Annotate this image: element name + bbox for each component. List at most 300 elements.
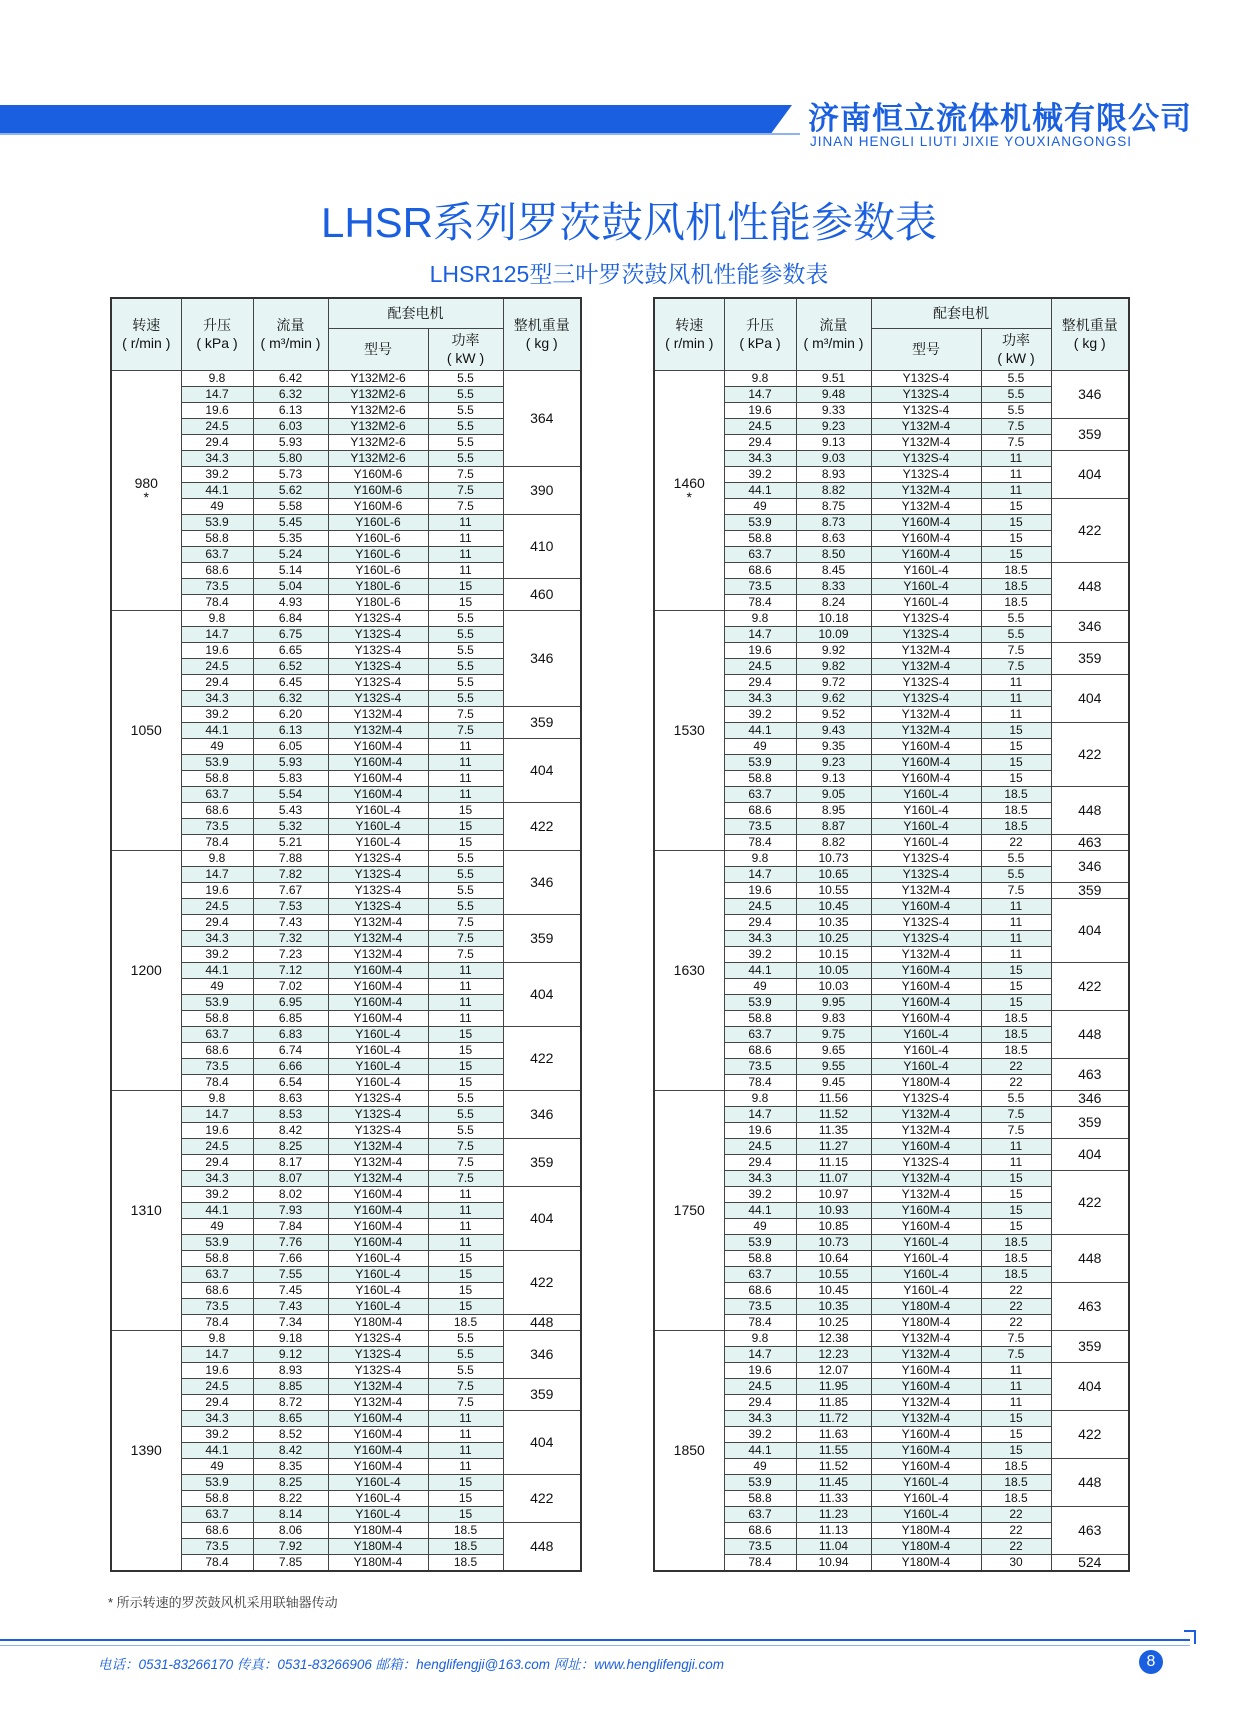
power-cell: 11 xyxy=(981,1138,1051,1154)
pressure-cell: 73.5 xyxy=(181,818,253,834)
pressure-cell: 9.8 xyxy=(724,1330,796,1346)
model-cell: Y160M-4 xyxy=(871,1218,981,1234)
flow-cell: 5.14 xyxy=(253,562,328,578)
table-row xyxy=(654,370,1129,386)
model-cell: Y160M-4 xyxy=(871,546,981,562)
flow-cell: 5.93 xyxy=(253,754,328,770)
weight-cell: 346 xyxy=(1051,850,1129,882)
flow-cell: 5.21 xyxy=(253,834,328,850)
model-cell: Y132M-4 xyxy=(871,642,981,658)
flow-cell: 7.34 xyxy=(253,1314,328,1330)
weight-cell: 410 xyxy=(503,514,581,578)
model-cell: Y132S-4 xyxy=(328,1330,428,1346)
model-cell: Y160M-4 xyxy=(871,962,981,978)
model-cell: Y132M-4 xyxy=(871,1122,981,1138)
power-cell: 5.5 xyxy=(981,610,1051,626)
flow-cell: 6.20 xyxy=(253,706,328,722)
flow-cell: 10.03 xyxy=(796,978,871,994)
pressure-cell: 73.5 xyxy=(181,1298,253,1314)
power-cell: 5.5 xyxy=(981,402,1051,418)
speed-cell xyxy=(111,1330,181,1571)
weight-cell: 404 xyxy=(1051,450,1129,498)
power-cell: 11 xyxy=(981,898,1051,914)
table-row xyxy=(111,706,581,722)
speed-cell xyxy=(111,370,181,610)
pressure-cell: 34.3 xyxy=(724,1170,796,1186)
model-cell: Y180L-6 xyxy=(328,578,428,594)
power-cell: 11 xyxy=(428,1218,503,1234)
pressure-cell: 19.6 xyxy=(181,402,253,418)
model-cell: Y132M-4 xyxy=(871,498,981,514)
pressure-cell: 9.8 xyxy=(181,850,253,866)
flow-cell: 9.72 xyxy=(796,674,871,690)
weight-cell: 404 xyxy=(503,962,581,1026)
model-cell: Y132S-4 xyxy=(328,674,428,690)
col-flow-header: 流量 ( m³/min ) xyxy=(253,298,328,370)
flow-cell: 10.25 xyxy=(796,930,871,946)
weight-cell: 404 xyxy=(503,1186,581,1250)
power-cell: 5.5 xyxy=(428,402,503,418)
power-cell: 22 xyxy=(981,834,1051,850)
model-cell: Y160L-4 xyxy=(871,594,981,610)
pressure-cell: 44.1 xyxy=(724,1442,796,1458)
power-cell: 18.5 xyxy=(428,1522,503,1538)
table-row xyxy=(111,1138,581,1154)
power-cell: 22 xyxy=(981,1282,1051,1298)
model-cell: Y160L-6 xyxy=(328,562,428,578)
flow-cell: 6.65 xyxy=(253,642,328,658)
power-cell: 18.5 xyxy=(981,1010,1051,1026)
pressure-cell: 78.4 xyxy=(181,1554,253,1571)
flow-cell: 6.85 xyxy=(253,1010,328,1026)
power-cell: 5.5 xyxy=(428,418,503,434)
model-cell: Y160M-4 xyxy=(328,962,428,978)
power-cell: 7.5 xyxy=(428,482,503,498)
power-cell: 7.5 xyxy=(428,498,503,514)
power-cell: 11 xyxy=(981,706,1051,722)
pressure-cell: 49 xyxy=(724,1458,796,1474)
pressure-cell: 53.9 xyxy=(181,754,253,770)
pressure-cell: 39.2 xyxy=(724,1186,796,1202)
power-cell: 7.5 xyxy=(981,1346,1051,1362)
model-cell: Y160L-4 xyxy=(328,1298,428,1314)
table-row xyxy=(654,1170,1129,1186)
pressure-cell: 58.8 xyxy=(181,1010,253,1026)
flow-cell: 5.35 xyxy=(253,530,328,546)
table-row xyxy=(111,1522,581,1538)
model-cell: Y132S-4 xyxy=(871,386,981,402)
power-cell: 5.5 xyxy=(428,642,503,658)
model-cell: Y132S-4 xyxy=(871,370,981,386)
pressure-cell: 68.6 xyxy=(181,1282,253,1298)
speed-value: 1390 xyxy=(130,1442,162,1458)
flow-cell: 8.63 xyxy=(253,1090,328,1106)
flow-cell: 10.73 xyxy=(796,1234,871,1250)
power-cell: 5.5 xyxy=(981,370,1051,386)
pressure-cell: 68.6 xyxy=(724,562,796,578)
power-cell: 5.5 xyxy=(428,386,503,402)
power-cell: 5.5 xyxy=(428,1090,503,1106)
pressure-cell: 19.6 xyxy=(724,1362,796,1378)
flow-cell: 11.72 xyxy=(796,1410,871,1426)
model-cell: Y160M-4 xyxy=(871,978,981,994)
flow-cell: 8.75 xyxy=(796,498,871,514)
pressure-cell: 24.5 xyxy=(181,898,253,914)
speed-cell xyxy=(654,1330,724,1571)
col-model-header: 型号 xyxy=(871,328,981,370)
col-pressure-header: 升压 ( kPa ) xyxy=(724,298,796,370)
weight-cell: 448 xyxy=(503,1314,581,1330)
model-cell: Y132S-4 xyxy=(328,1106,428,1122)
model-cell: Y132M-4 xyxy=(328,930,428,946)
model-cell: Y160M-4 xyxy=(328,786,428,802)
model-cell: Y132S-4 xyxy=(328,1122,428,1138)
flow-cell: 6.42 xyxy=(253,370,328,386)
model-cell: Y132M-4 xyxy=(328,914,428,930)
flow-cell: 11.04 xyxy=(796,1538,871,1554)
flow-cell: 9.62 xyxy=(796,690,871,706)
flow-cell: 10.45 xyxy=(796,898,871,914)
pressure-cell: 68.6 xyxy=(181,1522,253,1538)
pressure-cell: 49 xyxy=(724,738,796,754)
pressure-cell: 24.5 xyxy=(724,1138,796,1154)
pressure-cell: 78.4 xyxy=(181,594,253,610)
pressure-cell: 73.5 xyxy=(724,1538,796,1554)
model-cell: Y132S-4 xyxy=(328,642,428,658)
pressure-cell: 19.6 xyxy=(181,642,253,658)
model-cell: Y160M-4 xyxy=(328,754,428,770)
weight-cell: 460 xyxy=(503,578,581,610)
pressure-cell: 34.3 xyxy=(724,450,796,466)
model-cell: Y132S-4 xyxy=(871,626,981,642)
pressure-cell: 63.7 xyxy=(181,546,253,562)
flow-cell: 6.66 xyxy=(253,1058,328,1074)
flow-cell: 9.51 xyxy=(796,370,871,386)
pressure-cell: 44.1 xyxy=(181,1442,253,1458)
table-row xyxy=(654,418,1129,434)
model-cell: Y160M-4 xyxy=(328,738,428,754)
model-cell: Y160L-4 xyxy=(871,562,981,578)
model-cell: Y160M-4 xyxy=(328,770,428,786)
power-cell: 11 xyxy=(428,546,503,562)
model-cell: Y132S-4 xyxy=(328,898,428,914)
model-cell: Y132S-4 xyxy=(328,1362,428,1378)
weight-cell: 359 xyxy=(503,1138,581,1186)
flow-cell: 5.32 xyxy=(253,818,328,834)
power-cell: 5.5 xyxy=(428,1362,503,1378)
power-cell: 15 xyxy=(428,1490,503,1506)
power-cell: 18.5 xyxy=(981,562,1051,578)
power-cell: 15 xyxy=(981,770,1051,786)
flow-cell: 6.13 xyxy=(253,402,328,418)
table-row xyxy=(111,1474,581,1490)
weight-cell: 346 xyxy=(1051,1090,1129,1106)
power-cell: 15 xyxy=(428,1250,503,1266)
power-cell: 11 xyxy=(428,1010,503,1026)
power-cell: 15 xyxy=(428,1298,503,1314)
col-power-header: 功率 ( kW ) xyxy=(428,328,503,370)
table-row xyxy=(654,898,1129,914)
power-cell: 18.5 xyxy=(981,1458,1051,1474)
pressure-cell: 24.5 xyxy=(724,898,796,914)
weight-cell: 359 xyxy=(1051,418,1129,450)
model-cell: Y132M-4 xyxy=(871,1330,981,1346)
pressure-cell: 44.1 xyxy=(181,722,253,738)
power-cell: 15 xyxy=(428,578,503,594)
model-cell: Y160L-4 xyxy=(328,1506,428,1522)
table-row xyxy=(654,562,1129,578)
page-title: LHSR系列罗茨鼓风机性能参数表 xyxy=(320,199,938,246)
model-cell: Y132M-4 xyxy=(871,1186,981,1202)
model-cell: Y132S-4 xyxy=(871,914,981,930)
power-cell: 5.5 xyxy=(428,370,503,386)
weight-cell: 364 xyxy=(503,370,581,466)
flow-cell: 8.82 xyxy=(796,834,871,850)
pressure-cell: 39.2 xyxy=(724,946,796,962)
pressure-cell: 14.7 xyxy=(724,626,796,642)
flow-cell: 10.64 xyxy=(796,1250,871,1266)
pressure-cell: 63.7 xyxy=(724,546,796,562)
flow-cell: 11.07 xyxy=(796,1170,871,1186)
flow-cell: 11.13 xyxy=(796,1522,871,1538)
power-cell: 5.5 xyxy=(428,866,503,882)
table-row xyxy=(111,1250,581,1266)
pressure-cell: 53.9 xyxy=(724,1234,796,1250)
pressure-cell: 44.1 xyxy=(181,1202,253,1218)
pressure-cell: 24.5 xyxy=(181,1138,253,1154)
flow-cell: 11.15 xyxy=(796,1154,871,1170)
col-speed-header: 转速 ( r/min ) xyxy=(654,298,724,370)
flow-cell: 10.25 xyxy=(796,1314,871,1330)
pressure-cell: 14.7 xyxy=(181,1106,253,1122)
weight-cell: 359 xyxy=(503,1378,581,1410)
table-row xyxy=(654,450,1129,466)
pressure-cell: 78.4 xyxy=(724,1554,796,1571)
model-cell: Y160L-4 xyxy=(328,834,428,850)
pressure-cell: 9.8 xyxy=(724,1090,796,1106)
speed-value: 1850 xyxy=(673,1442,705,1458)
pressure-cell: 63.7 xyxy=(181,1026,253,1042)
power-cell: 22 xyxy=(981,1074,1051,1090)
model-cell: Y160L-4 xyxy=(871,1026,981,1042)
flow-cell: 8.14 xyxy=(253,1506,328,1522)
weight-cell: 448 xyxy=(503,1522,581,1571)
pressure-cell: 19.6 xyxy=(724,1122,796,1138)
pressure-cell: 24.5 xyxy=(181,1378,253,1394)
pressure-cell: 39.2 xyxy=(181,1186,253,1202)
flow-cell: 9.82 xyxy=(796,658,871,674)
pressure-cell: 63.7 xyxy=(724,1266,796,1282)
model-cell: Y132M-4 xyxy=(328,722,428,738)
table-row xyxy=(654,786,1129,802)
flow-cell: 8.45 xyxy=(796,562,871,578)
weight-cell: 390 xyxy=(503,466,581,514)
pressure-cell: 24.5 xyxy=(181,658,253,674)
model-cell: Y132M-4 xyxy=(328,946,428,962)
power-cell: 5.5 xyxy=(981,1090,1051,1106)
pressure-cell: 44.1 xyxy=(724,722,796,738)
table-row xyxy=(111,914,581,930)
power-cell: 7.5 xyxy=(428,1154,503,1170)
model-cell: Y132M-4 xyxy=(328,1138,428,1154)
power-cell: 15 xyxy=(981,1442,1051,1458)
flow-cell: 8.63 xyxy=(796,530,871,546)
model-cell: Y160M-4 xyxy=(871,530,981,546)
pressure-cell: 78.4 xyxy=(724,834,796,850)
power-cell: 15 xyxy=(428,1474,503,1490)
header-band xyxy=(0,105,770,135)
model-cell: Y132S-4 xyxy=(871,866,981,882)
model-cell: Y160L-6 xyxy=(328,514,428,530)
flow-cell: 7.85 xyxy=(253,1554,328,1571)
table-row xyxy=(654,1234,1129,1250)
power-cell: 15 xyxy=(428,1282,503,1298)
power-cell: 18.5 xyxy=(428,1314,503,1330)
weight-cell: 346 xyxy=(503,850,581,914)
weight-cell: 524 xyxy=(1051,1554,1129,1571)
flow-cell: 11.35 xyxy=(796,1122,871,1138)
pressure-cell: 14.7 xyxy=(181,1346,253,1362)
power-cell: 7.5 xyxy=(981,418,1051,434)
flow-cell: 11.52 xyxy=(796,1106,871,1122)
pressure-cell: 49 xyxy=(181,738,253,754)
pressure-cell: 68.6 xyxy=(181,1042,253,1058)
pressure-cell: 63.7 xyxy=(724,1026,796,1042)
table-row xyxy=(111,466,581,482)
weight-cell: 448 xyxy=(1051,786,1129,834)
power-cell: 15 xyxy=(981,530,1051,546)
pressure-cell: 68.6 xyxy=(724,1522,796,1538)
flow-cell: 11.63 xyxy=(796,1426,871,1442)
model-cell: Y160L-4 xyxy=(871,834,981,850)
table-row xyxy=(111,514,581,530)
table-row xyxy=(111,962,581,978)
pressure-cell: 53.9 xyxy=(724,994,796,1010)
model-cell: Y180M-4 xyxy=(328,1314,428,1330)
model-cell: Y132S-4 xyxy=(871,450,981,466)
model-cell: Y160M-4 xyxy=(328,1426,428,1442)
model-cell: Y160M-4 xyxy=(328,1234,428,1250)
power-cell: 7.5 xyxy=(981,1122,1051,1138)
power-cell: 5.5 xyxy=(428,626,503,642)
pressure-cell: 24.5 xyxy=(724,418,796,434)
pressure-cell: 44.1 xyxy=(724,1202,796,1218)
weight-cell: 422 xyxy=(503,802,581,850)
pressure-cell: 78.4 xyxy=(181,834,253,850)
pressure-cell: 44.1 xyxy=(724,482,796,498)
model-cell: Y160M-4 xyxy=(328,1410,428,1426)
flow-cell: 11.95 xyxy=(796,1378,871,1394)
pressure-cell: 39.2 xyxy=(724,706,796,722)
pressure-cell: 34.3 xyxy=(181,1170,253,1186)
flow-cell: 9.13 xyxy=(796,770,871,786)
model-cell: Y160M-4 xyxy=(871,1010,981,1026)
power-cell: 7.5 xyxy=(428,946,503,962)
pressure-cell: 14.7 xyxy=(724,1346,796,1362)
speed-value: 980 xyxy=(134,475,158,491)
power-cell: 18.5 xyxy=(981,1042,1051,1058)
model-cell: Y132S-4 xyxy=(328,1346,428,1362)
footer-line-thin xyxy=(0,1645,1190,1646)
flow-cell: 8.17 xyxy=(253,1154,328,1170)
weight-cell: 346 xyxy=(503,610,581,706)
power-cell: 7.5 xyxy=(428,1378,503,1394)
weight-cell: 359 xyxy=(1051,642,1129,674)
col-flow-header: 流量 ( m³/min ) xyxy=(796,298,871,370)
model-cell: Y160L-4 xyxy=(871,1490,981,1506)
power-cell: 11 xyxy=(428,754,503,770)
pressure-cell: 44.1 xyxy=(724,962,796,978)
model-cell: Y132S-4 xyxy=(328,1090,428,1106)
pressure-cell: 63.7 xyxy=(181,786,253,802)
pressure-cell: 49 xyxy=(724,498,796,514)
speed-value: 1460 xyxy=(673,475,705,491)
table-row xyxy=(111,1330,581,1346)
speed-cell xyxy=(111,610,181,850)
model-cell: Y132M-4 xyxy=(328,1170,428,1186)
flow-cell: 9.75 xyxy=(796,1026,871,1042)
speed-mark: * xyxy=(143,489,149,505)
power-cell: 18.5 xyxy=(981,802,1051,818)
pressure-cell: 34.3 xyxy=(181,690,253,706)
power-cell: 5.5 xyxy=(428,1346,503,1362)
weight-cell: 422 xyxy=(503,1250,581,1314)
flow-cell: 4.93 xyxy=(253,594,328,610)
power-cell: 11 xyxy=(981,450,1051,466)
power-cell: 15 xyxy=(428,1506,503,1522)
flow-cell: 10.55 xyxy=(796,1266,871,1282)
flow-cell: 11.52 xyxy=(796,1458,871,1474)
model-cell: Y132S-4 xyxy=(871,466,981,482)
table-row xyxy=(654,1554,1129,1571)
pressure-cell: 9.8 xyxy=(181,610,253,626)
pressure-cell: 78.4 xyxy=(724,594,796,610)
power-cell: 7.5 xyxy=(428,706,503,722)
model-cell: Y160L-6 xyxy=(328,530,428,546)
pressure-cell: 34.3 xyxy=(724,690,796,706)
power-cell: 18.5 xyxy=(981,1490,1051,1506)
flow-cell: 12.38 xyxy=(796,1330,871,1346)
model-cell: Y160M-6 xyxy=(328,482,428,498)
table-row xyxy=(654,882,1129,898)
power-cell: 5.5 xyxy=(428,610,503,626)
table-row xyxy=(654,1010,1129,1026)
pressure-cell: 19.6 xyxy=(724,402,796,418)
pressure-cell: 68.6 xyxy=(724,802,796,818)
flow-cell: 5.73 xyxy=(253,466,328,482)
pressure-cell: 29.4 xyxy=(724,434,796,450)
power-cell: 11 xyxy=(981,1394,1051,1410)
table-row xyxy=(111,1314,581,1330)
power-cell: 22 xyxy=(981,1538,1051,1554)
power-cell: 5.5 xyxy=(428,1330,503,1346)
model-cell: Y132M-4 xyxy=(871,946,981,962)
flow-cell: 9.55 xyxy=(796,1058,871,1074)
model-cell: Y180M-4 xyxy=(871,1522,981,1538)
flow-cell: 7.23 xyxy=(253,946,328,962)
flow-cell: 9.48 xyxy=(796,386,871,402)
power-cell: 15 xyxy=(981,1202,1051,1218)
weight-cell: 359 xyxy=(1051,1330,1129,1362)
flow-cell: 9.92 xyxy=(796,642,871,658)
page-subtitle: LHSR125型三叶罗茨鼓风机性能参数表 xyxy=(429,261,829,287)
pressure-cell: 68.6 xyxy=(181,802,253,818)
flow-cell: 10.85 xyxy=(796,1218,871,1234)
power-cell: 22 xyxy=(981,1506,1051,1522)
power-cell: 7.5 xyxy=(981,1106,1051,1122)
model-cell: Y132S-4 xyxy=(871,1090,981,1106)
company-name-cn: 济南恒立流体机械有限公司 xyxy=(808,101,1192,136)
